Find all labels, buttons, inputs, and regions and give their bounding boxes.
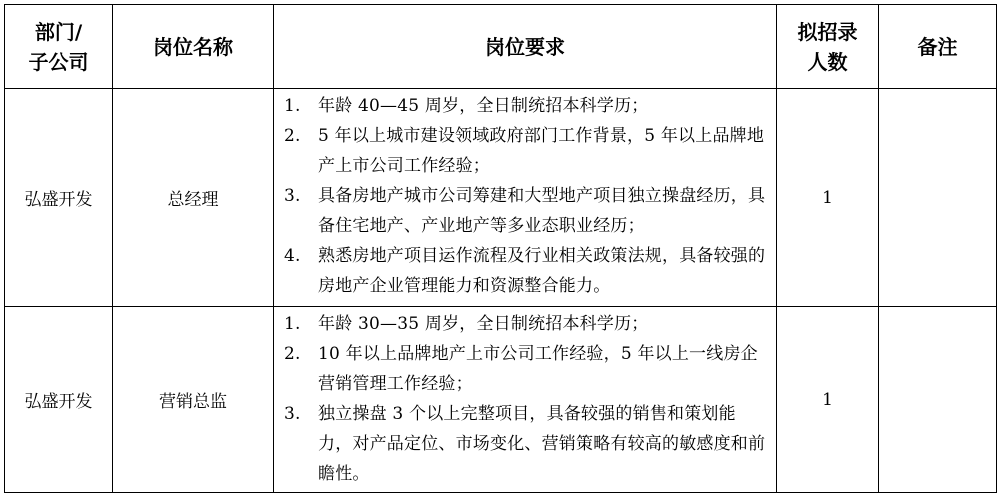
requirement-number: 3. <box>284 186 301 206</box>
requirement-text: 独立操盘 3 个以上完整项目，具备较强的销售和策划能力，对产品定位、市场变化、营销策略有较高的敏感度和前瞻性。 <box>318 404 766 484</box>
header-count <box>777 5 879 89</box>
requirement-item <box>280 241 770 301</box>
cell-requirements <box>274 89 777 307</box>
requirement-number: 1. <box>284 96 301 116</box>
requirement-text: 具备房地产城市公司筹建和大型地产项目独立操盘经历，具备住宅地产、产业地产等多业态职业经历； <box>318 186 766 236</box>
requirement-text: 年龄 40—45 周岁，全日制统招本科学历； <box>318 96 649 116</box>
requirement-text: 年龄 30—35 周岁，全日制统招本科学历； <box>318 314 649 334</box>
cell-count: 1 <box>777 307 879 493</box>
header-department <box>5 5 113 89</box>
table-row <box>5 89 997 307</box>
requirement-item <box>280 309 770 339</box>
cell-remarks <box>879 307 997 493</box>
header-requirements: 岗位要求 <box>274 5 777 89</box>
cell-remarks <box>879 89 997 307</box>
cell-department: 弘盛开发 <box>5 307 113 493</box>
requirement-item <box>280 91 770 121</box>
cell-requirements <box>274 307 777 493</box>
requirement-item <box>280 339 770 399</box>
requirement-item <box>280 181 770 241</box>
requirement-item <box>280 121 770 181</box>
requirement-item <box>280 399 770 489</box>
requirements-list <box>280 91 770 301</box>
cell-count: 1 <box>777 89 879 307</box>
requirement-text: 10 年以上品牌地产上市公司工作经验，5 年以上一线房企营销管理工作经验； <box>318 344 758 394</box>
requirement-number: 2. <box>284 344 301 364</box>
cell-department: 弘盛开发 <box>5 89 113 307</box>
requirement-number: 4. <box>284 246 301 266</box>
requirement-number: 3. <box>284 404 301 424</box>
requirement-text: 熟悉房地产项目运作流程及行业相关政策法规，具备较强的房地产企业管理能力和资源整合能力。 <box>318 246 766 296</box>
requirement-number: 1. <box>284 314 301 334</box>
requirement-number: 2. <box>284 126 301 146</box>
header-position: 岗位名称 <box>113 5 274 89</box>
cell-position: 营销总监 <box>113 307 274 493</box>
cell-position: 总经理 <box>113 89 274 307</box>
header-remarks: 备注 <box>879 5 997 89</box>
table-row <box>5 307 997 493</box>
requirement-text: 5 年以上城市建设领域政府部门工作背景，5 年以上品牌地产上市公司工作经验； <box>318 126 765 176</box>
requirements-list <box>280 309 770 489</box>
header-row <box>5 5 997 89</box>
header-count-line1: 拟招录 <box>797 19 858 44</box>
recruitment-table <box>4 4 997 493</box>
header-department-line2: 子公司 <box>28 49 89 74</box>
header-department-line1: 部门/ <box>34 19 83 44</box>
header-count-line2: 人数 <box>807 49 848 74</box>
